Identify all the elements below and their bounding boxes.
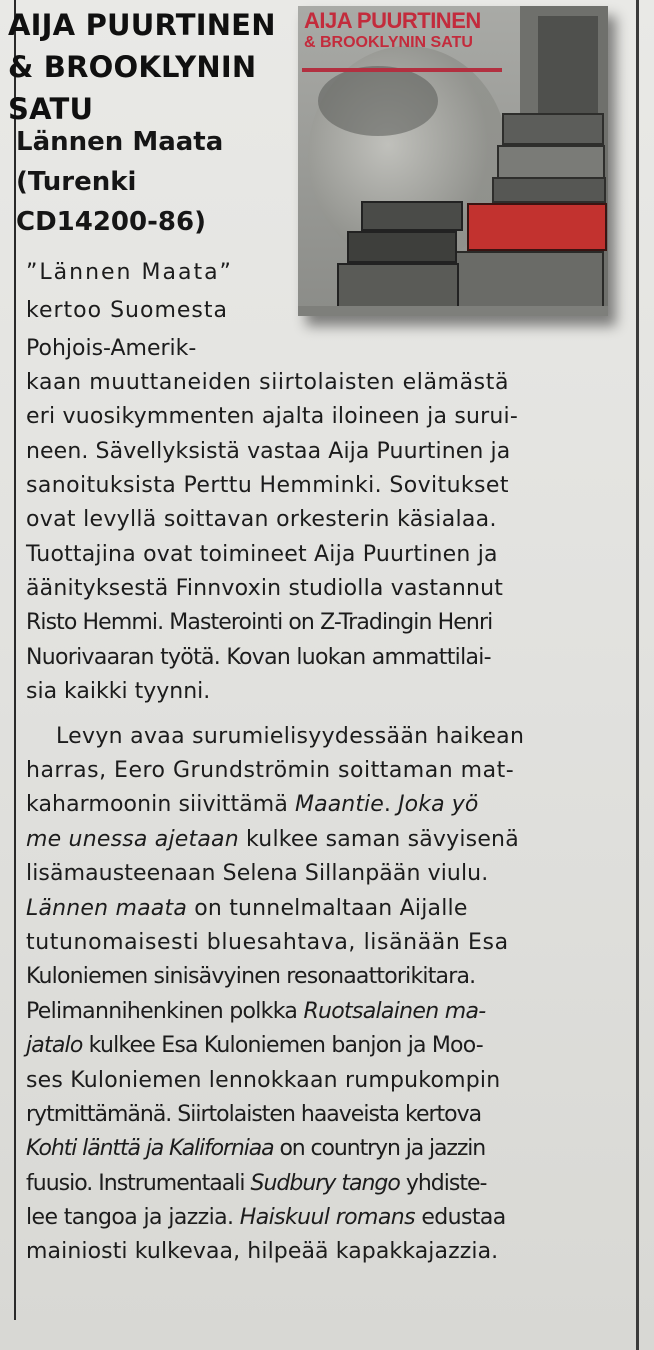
review-text: on countryn ja jazzin — [273, 1136, 486, 1161]
review-line: lisämausteenaan Selena Sillanpään viulu. — [26, 861, 489, 886]
review-text: . — [383, 792, 399, 817]
cover-red-stripe — [302, 68, 502, 72]
title-ruotsalainen: Ruotsalainen ma- — [303, 999, 486, 1024]
review-line: eri vuosikymmenten ajalta iloineen ja surui- — [26, 404, 518, 429]
title-maantie: Maantie — [295, 792, 384, 817]
review-line: mainiosti kulkevaa, hilpeää kapakkajazzia. — [26, 1239, 499, 1264]
title-lannen-maata: Lännen maata — [26, 896, 187, 921]
review-line — [26, 1132, 485, 1166]
review-line: Levyn avaa surumielisyydessään haikean — [56, 724, 525, 749]
title-me-unessa-ajetaan: me unessa ajetaan — [26, 827, 239, 852]
review-text: kulkee Esa Kuloniemen banjon ja Moo- — [82, 1033, 483, 1058]
cover-title: AIJA PUURTINEN — [304, 8, 481, 33]
review-line: sia kaikki tyynni. — [26, 679, 211, 704]
review-line: äänityksestä Finnvoxin studiolla vastannut — [26, 576, 504, 601]
review-line: ses Kuloniemen lennokkaan rumpukompin — [26, 1068, 501, 1093]
review-line: Tuottajina ovat toimineet Aija Puurtinen ja — [26, 542, 498, 567]
review-text: kulkee saman sävyisenä — [238, 827, 519, 852]
title-haiskuul-romans: Haiskuul romans — [239, 1205, 415, 1230]
review-text: on tunnelmaltaan Aijalle — [187, 896, 468, 921]
review-line: Kuloniemen sinisävyinen resonaattorikitara. — [26, 964, 476, 989]
title-kohti-lantta: Kohti länttä ja Kaliforniaa — [26, 1136, 274, 1161]
review-text: Pelimannihenkinen polkka — [26, 999, 304, 1024]
headline-line: & BROOKLYNIN — [8, 50, 257, 84]
review-line: neen. Sävellyksistä vastaa Aija Puurtinen ja — [26, 439, 511, 464]
headline-line: SATU — [8, 92, 94, 126]
review-line: tutunomaisesti bluesahtava, lisänään Esa — [26, 930, 509, 955]
review-line: ovat levyllä soittavan orkesterin käsialaa. — [26, 507, 497, 532]
review-line: kaan muuttaneiden siirtolaisten elämästä — [26, 370, 510, 395]
review-line: sanoituksista Perttu Hemminki. Sovitukset — [26, 473, 509, 498]
title-sudbury-tango: Sudbury tango — [250, 1171, 400, 1196]
title-joka-yo: Joka yö — [398, 792, 479, 817]
review-line: Risto Hemmi. Masterointi on Z-Tradingin Henri — [26, 610, 493, 635]
review-line: Nuorivaaran työtä. Kovan luokan ammattilai- — [26, 645, 491, 670]
artist-headline — [8, 4, 288, 130]
review-line: Pohjois-Amerik- — [26, 336, 197, 361]
review-line: kertoo Suomesta — [26, 298, 228, 323]
album-cover-image — [298, 6, 608, 316]
catalog-line: CD14200-86) — [16, 207, 206, 237]
review-text: lee tangoa ja jazzia. — [26, 1205, 240, 1230]
review-text: edustaa — [414, 1205, 506, 1230]
right-column-rule — [636, 0, 639, 1350]
cover-subtitle: & BROOKLYNIN SATU — [304, 34, 473, 51]
review-line — [26, 1201, 506, 1235]
review-text: kaharmoonin siivittämä — [26, 792, 296, 817]
review-line — [26, 1167, 486, 1201]
review-line: harras, Eero Grundströmin soittaman mat- — [26, 758, 515, 783]
cover-artwork — [298, 6, 608, 316]
review-line — [26, 823, 519, 857]
headline-line: AIJA PUURTINEN — [8, 8, 276, 42]
review-line — [26, 995, 485, 1029]
album-info — [16, 122, 286, 242]
review-text: yhdiste- — [399, 1171, 487, 1196]
catalog-line: (Turenki — [16, 167, 137, 197]
review-text: fuusio. Instrumentaali — [26, 1171, 251, 1196]
review-line — [26, 1029, 483, 1063]
review-line: ”Lännen Maata” — [26, 260, 233, 285]
review-line: rytmittämänä. Siirtolaisten haaveista kertova — [26, 1102, 482, 1127]
review-line — [26, 892, 468, 926]
title-majatalo: jatalo — [26, 1033, 83, 1058]
review-line — [26, 788, 478, 822]
album-title: Lännen Maata — [16, 127, 224, 157]
